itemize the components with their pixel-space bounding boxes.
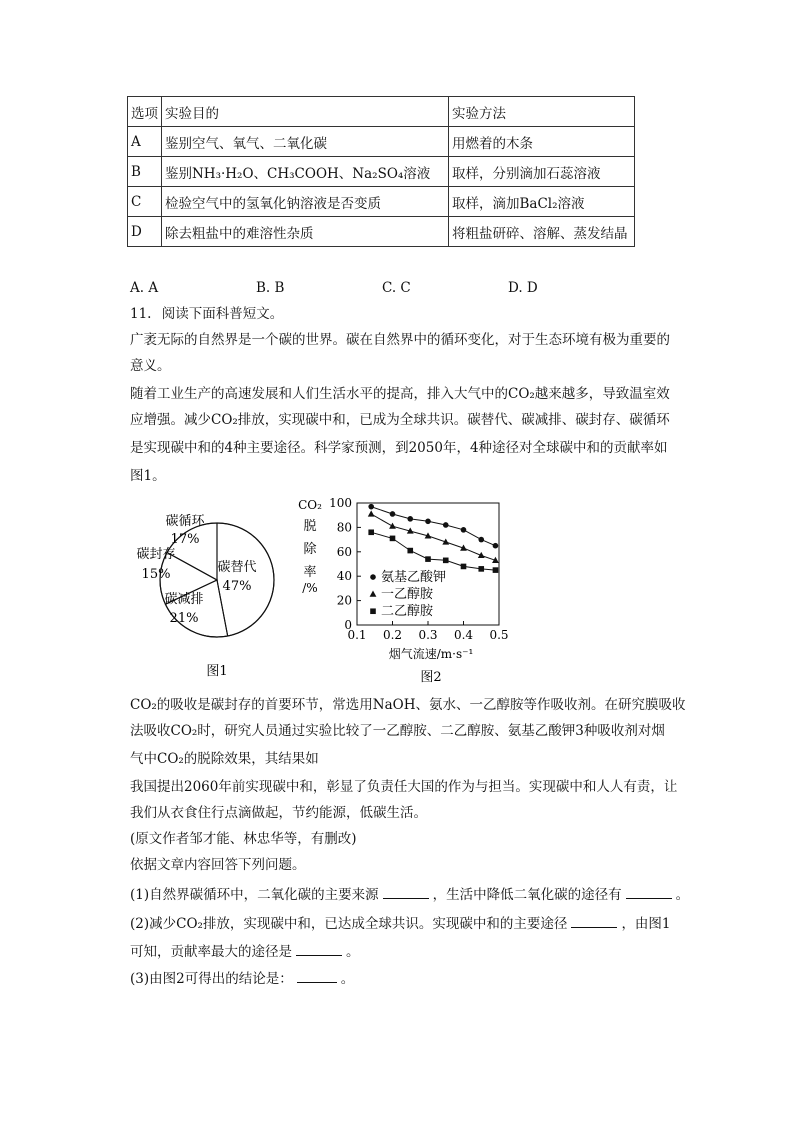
answer-choices [130, 275, 690, 301]
y-tick-label: 80 [336, 520, 352, 535]
sub-question-1 [130, 882, 689, 908]
data-point [407, 516, 413, 522]
data-point [368, 510, 375, 516]
y-axis-label-line: 率 [303, 565, 317, 580]
table-cell: 取样，分别滴加石蕊溶液 [449, 157, 635, 187]
answer-blank[interactable] [297, 968, 337, 983]
figure-2-line-chart [295, 493, 515, 688]
table-cell: D [128, 217, 162, 247]
data-point [389, 523, 396, 529]
sub-question-text: 。 [340, 971, 355, 987]
instruction: 依据文章内容回答下列问题。 [130, 857, 306, 873]
data-point [461, 564, 467, 570]
x-tick-label: 0.2 [382, 628, 403, 642]
pie-value-reduce: 21% [169, 611, 199, 626]
sub-question-text: 。 [346, 944, 360, 960]
data-point [478, 537, 484, 543]
legend-marker [370, 608, 376, 614]
paragraph-line: 随着工业生产的高速发展和人们生活水平的提高，排入大气中的CO₂越来越多，导致温室效 [130, 386, 670, 402]
sub-question-text: (1)自然界碳循环中，二氧化碳的主要来源 [130, 887, 379, 903]
figure-1-pie-chart [125, 493, 275, 683]
y-axis-label-line: CO₂ [298, 498, 322, 512]
data-point [407, 548, 413, 554]
table-row [128, 217, 635, 247]
sub-question-text: 可知，贡献率最大的途径是 [130, 944, 292, 960]
pie-label-replace: 碳替代 [217, 560, 257, 575]
table-header-cell: 选项 [128, 97, 162, 127]
sub-question-2 [130, 911, 671, 937]
pie-label-storage: 碳封存 [136, 547, 176, 562]
source-note: (原文作者邹才能、林忠华等，有删改) [130, 831, 357, 847]
choice-c[interactable]: C. C [382, 280, 411, 296]
legend-label: 一乙醇胺 [381, 587, 434, 603]
table-row [128, 157, 635, 187]
paragraph-line: 图1。 [130, 468, 166, 484]
data-point [425, 556, 431, 562]
data-point [425, 519, 431, 525]
legend [370, 570, 446, 619]
data-point [478, 566, 484, 572]
paragraph-line: CO₂的吸收是碳封存的首要环节，常选用NaOH、氨水、一乙醇胺等作吸收剂。在研究膜吸收 [130, 697, 686, 713]
legend-marker [370, 574, 376, 580]
x-tick-label: 0.5 [489, 628, 509, 642]
legend-label: 二乙醇胺 [381, 604, 434, 620]
table-cell: C [128, 187, 162, 217]
table-row [128, 127, 635, 157]
table-cell: 鉴别空气、氧气、二氧化碳 [162, 127, 449, 157]
table-header-row [128, 97, 635, 127]
answer-blank[interactable] [296, 941, 342, 956]
x-tick-label: 0.3 [418, 628, 438, 642]
sub-question-text: (3)由图2可得出的结论是： [130, 971, 293, 987]
y-axis-label-line: 脱 [303, 519, 317, 534]
answer-blank[interactable] [571, 913, 617, 928]
y-tick-label: 40 [336, 569, 352, 584]
table-cell: 将粗盐研碎、溶解、蒸发结晶 [449, 217, 635, 247]
data-series [368, 504, 499, 573]
pie-slice [165, 580, 227, 637]
figure-1-caption: 图1 [206, 664, 228, 679]
table-cell: 除去粗盐中的难溶性杂质 [162, 217, 449, 247]
pie-value-replace: 47% [222, 579, 252, 594]
paragraph-line: 是实现碳中和的4种主要途径。科学家预测，到2050年，4种途径对全球碳中和的贡献率如 [130, 440, 668, 456]
table-row [128, 187, 635, 217]
paragraph-line: 我们从衣食住行点滴做起，节约能源，低碳生活。 [130, 805, 427, 821]
y-tick-label: 100 [329, 496, 352, 510]
data-point [493, 567, 499, 573]
table-cell: 鉴别NH₃·H₂O、CH₃COOH、Na₂SO₄溶液 [162, 157, 449, 187]
table-cell: 用燃着的木条 [449, 127, 635, 157]
pie-value-storage: 15% [141, 567, 171, 582]
pie-value-cycle: 17% [170, 532, 200, 547]
paragraph-line: 我国提出2060年前实现碳中和，彰显了负责任大国的作为与担当。实现碳中和人人有责，让 [130, 779, 678, 795]
data-point [493, 543, 499, 549]
x-axis-label: 烟气流速/m·s⁻¹ [388, 647, 474, 661]
pie-label-reduce: 碳减排 [164, 592, 204, 607]
table-cell: 取样，滴加BaCl₂溶液 [449, 187, 635, 217]
table-cell: A [128, 127, 162, 157]
sub-question-2-cont [130, 939, 360, 965]
y-axis-label-line: 除 [303, 542, 317, 557]
data-point [368, 529, 374, 535]
paragraph-line: 法吸收CO₂时，研究人员通过实验比较了一乙醇胺、二乙醇胺、氨基乙酸钾3种吸收剂对烟 [130, 723, 665, 739]
paragraph-line: 气中CO₂的脱除效果，其结果如 [130, 751, 319, 767]
data-point [443, 522, 449, 528]
data-point [461, 527, 467, 533]
question-number: 11. [130, 306, 152, 322]
table-header-cell: 实验目的 [162, 97, 449, 127]
choice-b[interactable]: B. B [256, 280, 285, 296]
answer-blank[interactable] [626, 884, 672, 899]
table-cell: B [128, 157, 162, 187]
question-intro: 阅读下面科普短文。 [161, 306, 284, 322]
x-tick-label: 0.4 [453, 628, 474, 642]
question-11-heading [130, 301, 283, 327]
data-point [390, 511, 396, 517]
paragraph-line: 意义。 [130, 358, 171, 374]
y-tick-label: 0 [344, 618, 352, 632]
paragraph-line: 广袤无际的自然界是一个碳的世界。碳在自然界中的循环变化，对于生态环境有极为重要的 [130, 332, 670, 348]
sub-question-text: ，生活中降低二氧化碳的途径有 [432, 887, 622, 903]
data-point [443, 558, 449, 564]
sub-question-3 [130, 966, 354, 992]
figure-2-caption: 图2 [420, 670, 442, 685]
legend-label: 氨基乙酸钾 [381, 570, 447, 586]
x-tick-label: 0.1 [347, 628, 367, 642]
y-tick-label: 20 [336, 593, 352, 608]
y-axis-label-line: /% [302, 581, 318, 595]
table-header-cell: 实验方法 [449, 97, 635, 127]
legend-marker [370, 591, 377, 597]
choice-d[interactable]: D. D [508, 280, 538, 296]
answer-blank[interactable] [383, 884, 429, 899]
y-tick-label: 60 [336, 544, 352, 559]
paragraph-line: 应增强。减少CO₂排放，实现碳中和，已成为全球共识。碳替代、碳减排、碳封存、碳循环 [130, 412, 670, 428]
table-cell: 检验空气中的氢氧化钠溶液是否变质 [162, 187, 449, 217]
data-point [368, 504, 374, 510]
pie-label-cycle: 碳循环 [165, 514, 205, 529]
data-point [390, 536, 396, 542]
sub-question-text: 。 [675, 887, 690, 903]
sub-question-text: (2)减少CO₂排放，实现碳中和，已达成全球共识。实现碳中和的主要途径 [130, 916, 568, 932]
options-table [127, 96, 635, 247]
sub-question-text: ，由图1 [621, 916, 671, 932]
choice-a[interactable]: A. A [130, 280, 159, 296]
